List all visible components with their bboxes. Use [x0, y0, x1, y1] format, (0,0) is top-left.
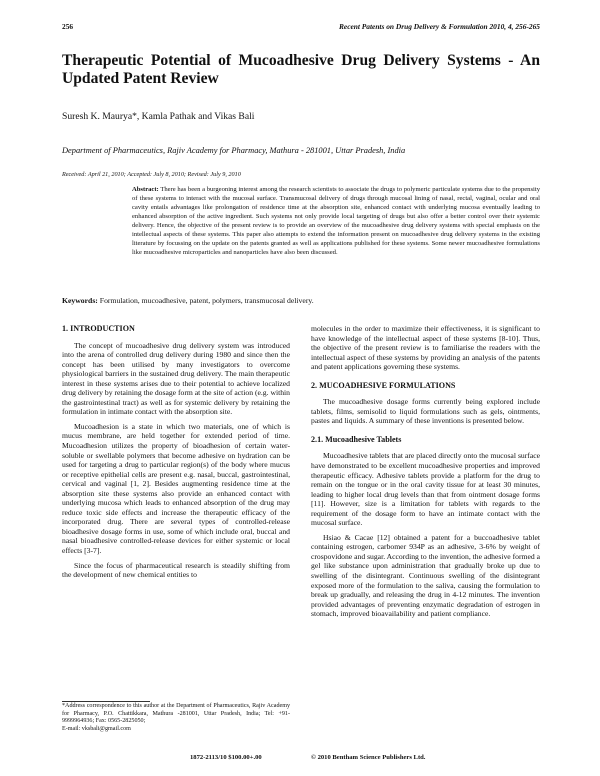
copyright-notice: © 2010 Bentham Science Publishers Ltd.: [311, 754, 426, 761]
formulations-paragraph: The mucoadhesive dosage forms currently being explored include tablets, films, semisolid to liquid formulations such as gels, ointments, pastes and liquids. A summary of these inventions is presented below.: [311, 397, 540, 426]
article-title: Therapeutic Potential of Mucoadhesive Drug Delivery Systems - An Updated Patent Review: [62, 52, 540, 87]
abstract: [132, 185, 540, 257]
intro-paragraph-3: Since the focus of pharmaceutical research is steadily shifting from the development of new chemical entities to: [62, 560, 290, 580]
right-column: [311, 324, 540, 619]
intro-paragraph-1: The concept of mucoadhesive drug delivery system was introduced into the arena of controlled drug delivery during 1980 and since then the concept has been utilised by many investigators to overcome physiological barriers in the sustained drug delivery. The main therapeutic interest in these systems arises due to their potential to achieve localized drug delivery by retaining the dosage form at the site of action (e.g. within the gastrointestinal tract) as well as for systemic delivery by retaining the formulation in intimate contact with the absorption site.: [62, 340, 290, 417]
correspondence-footnote: [62, 703, 290, 734]
subsection-heading-mucoadhesive-tablets: 2.1. Mucoadhesive Tablets: [311, 434, 402, 444]
tablets-paragraph-1: Mucoadhesive tablets that are placed directly onto the mucosal surface have demonstrated to be excellent mucoadhesive properties and improved therapeutic efficacy. Adhesive tablets provide a platform for the drug to remain on the tongue or in the oral cavity tissue for at least 30 minutes, leading to higher local drug levels than that from ointment dosage forms [11]. However, size is a limitation for tablets with regards to the requirement of the dosage form to have an intimate contact with the mucosal surface.: [311, 451, 540, 528]
keywords-label: Keywords:: [62, 296, 98, 305]
footnote-divider: [62, 701, 150, 702]
journal-citation: Recent Patents on Drug Delivery & Formulation 2010, 4, 256-265: [339, 22, 540, 31]
abstract-text: There has been a burgeoning interest among the research scientists to associate the drugs to polymeric particulate systems due to the propensity of these systems to interact with the mucosal surface. Transmucosal delivery of drugs through mucosal lining of nasal, rectal, vaginal, ocular and oral cavity entails advantages like prolongation of residence time at the absorption site, enhanced contact with underlying mucosa eventually leading to enhanced absorption of the active ingredient. Such systems not only provide local targeting of drugs but also offer a better control over their systemic delivery. Hence, the objective of the present review is to provide an overview of the mucoadhesive drug delivery systems with special emphasis on the intellectual aspects of these systems. This paper also attempts to extend the information present on mucoadhesive drug delivery systems in the existing literature by focussing on the update on the patents granted as well as applications published for these systems. Some newer mucoadhesive formulations like mucoadhesive microparticles and nanoparticles have also been discussed.: [132, 186, 540, 257]
keywords: [62, 296, 540, 305]
footnote-address: *Address correspondence to this author at the Department of Pharmaceutics, Rajiv Academy for Pharmacy, P.O. Chattikkara, Mathura -281001, Uttar Pradesh, India; Tel: +91-9999964936; Fax: 0565-2825050;: [62, 703, 290, 725]
author-list: Suresh K. Maurya*, Kamla Pathak and Vikas Bali: [62, 111, 255, 122]
keywords-text: Formulation, mucoadhesive, patent, polymers, transmucosal delivery.: [99, 296, 314, 305]
left-column: [62, 324, 290, 580]
running-header: [62, 22, 540, 34]
tablets-paragraph-2: Hsiao & Cacae [12] obtained a patent for a buccoadhesive tablet containing estrogen, carbomer 934P as an adhesive, 3-6% by weight of crospovidone and sugar. According to the invention, the adhesive formed a gel like substance upon administration that gradually broke up due to swelling of the disintegrant. Continuous swelling of the disintegrant exposed more of the formulation to the saliva, causing the formulation to break up gradually, and releasing the drug in 4-12 minutes. The invention provided advantages of preventing enzymatic degradation of estrogen in stomach, improved bioavailability and patient compliance.: [311, 532, 540, 619]
issn-price: 1872-2113/10 $100.00+.00: [190, 754, 262, 761]
intro-paragraph-2: Mucoadhesion is a state in which two materials, one of which is mucus membrane, are held together for extended period of time. Mucoadhesion utilizes the property of bioadhesion of certain water-soluble or swellable polymers that become adhesive on hydration can be used for targeting a drug to particular region(s) of the body where mucus or receptive epithelial cells are present e.g. nasal, buccal, gastrointestinal, cervical and vaginal [1, 2]. Besides augmenting residence time at the absorption site these systems also provide an enhanced contact with underlying mucosa which leads to enhanced absorption of the drug may reduce toxic side effects and increase the therapeutic efficacy of the incorporated drug. There are several types of controlled-release bioadhesive dosage forms in use, some of which include oral, buccal and nasal bioadhesive controlled-release devices for either systemic or local effects [3-7].: [62, 421, 290, 556]
section-heading-mucoadhesive-formulations: 2. MUCOADHESIVE FORMULATIONS: [311, 380, 456, 390]
article-dates: Received: April 21, 2010; Accepted: July 8, 2010; Revised: July 9, 2010: [62, 171, 241, 178]
abstract-label: Abstract:: [132, 186, 159, 193]
affiliation: Department of Pharmaceutics, Rajiv Academy for Pharmacy, Mathura - 281001, Uttar Pradesh, India: [62, 146, 406, 155]
intro-paragraph-continued: molecules in the order to maximize their effectiveness, it is significant to have knowledge of the intellectual aspect of these systems [8-10]. Thus, the objective of the present review is to familiarise the readers with the intellectual aspect of these systems by providing an analysis of the patents and patent applications governing these systems.: [311, 324, 540, 372]
section-heading-introduction: 1. INTRODUCTION: [62, 324, 135, 333]
footnote-email: E-mail: vksbali@gmail.com: [62, 726, 131, 733]
page-number: 256: [62, 22, 74, 31]
